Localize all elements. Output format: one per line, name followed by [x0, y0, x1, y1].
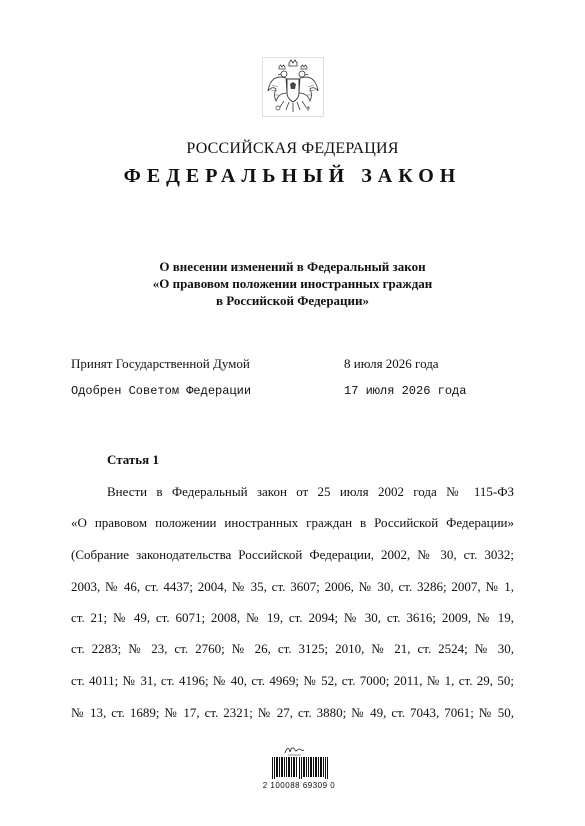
document-type-title: ФЕДЕРАЛЬНЫЙ ЗАКОН — [123, 165, 462, 187]
approved-by-council-date: 17 июля 2026 года — [344, 384, 467, 398]
approved-by-council-label: Одобрен Советом Федерации — [71, 384, 252, 398]
article-text-line: ст. 4011; № 31, ст. 4196; № 40, ст. 4969; № 52, ст. 7000; 2011, № 1, ст. 29, 50; — [71, 673, 514, 688]
article-text-line: 2003, № 46, ст. 4437; 2004, № 35, ст. 3607; 2006, № 30, ст. 3286; 2007, № 1, — [71, 579, 514, 594]
article-text-line: «О правовом положении иностранных граждан в Российской Федерации» — [71, 515, 514, 530]
law-title — [0, 258, 585, 309]
barcode-icon — [272, 757, 328, 779]
adopted-by-duma-date: 8 июля 2026 года — [344, 356, 439, 371]
law-title-line: в Российской Федерации» — [215, 293, 370, 308]
article-text-line: (Собрание законодательства Российской Федерации, 2002, № 30, ст. 3032; — [71, 547, 514, 562]
article-text-line: Внести в Федеральный закон от 25 июля 2002 года № 115-ФЗ — [107, 484, 514, 499]
country-name: РОССИЙСКАЯ ФЕДЕРАЦИЯ — [186, 140, 399, 157]
law-title-line: «О правовом положении иностранных граждан — [152, 276, 433, 291]
adopted-by-duma-label: Принят Государственной Думой — [71, 356, 250, 371]
article-text-line: ст. 2283; № 23, ст. 2760; № 26, ст. 3125; 2010, № 21, ст. 2524; № 30, — [71, 641, 514, 656]
law-title-line: О внесении изменений в Федеральный закон — [159, 259, 426, 274]
article-heading: Статья 1 — [107, 452, 159, 467]
russian-coat-of-arms-icon — [262, 57, 324, 117]
article-text-line: ст. 21; № 49, ст. 6071; 2008, № 19, ст. 2094; № 30, ст. 3616; 2009, № 19, — [71, 610, 514, 625]
barcode-number: 2 100088 69309 0 — [262, 781, 336, 790]
handwritten-mark-icon — [283, 744, 305, 756]
article-text-line: № 13, ст. 1689; № 17, ст. 2321; № 27, ст. 3880; № 49, ст. 7043, 7061; № 50, — [71, 705, 514, 720]
